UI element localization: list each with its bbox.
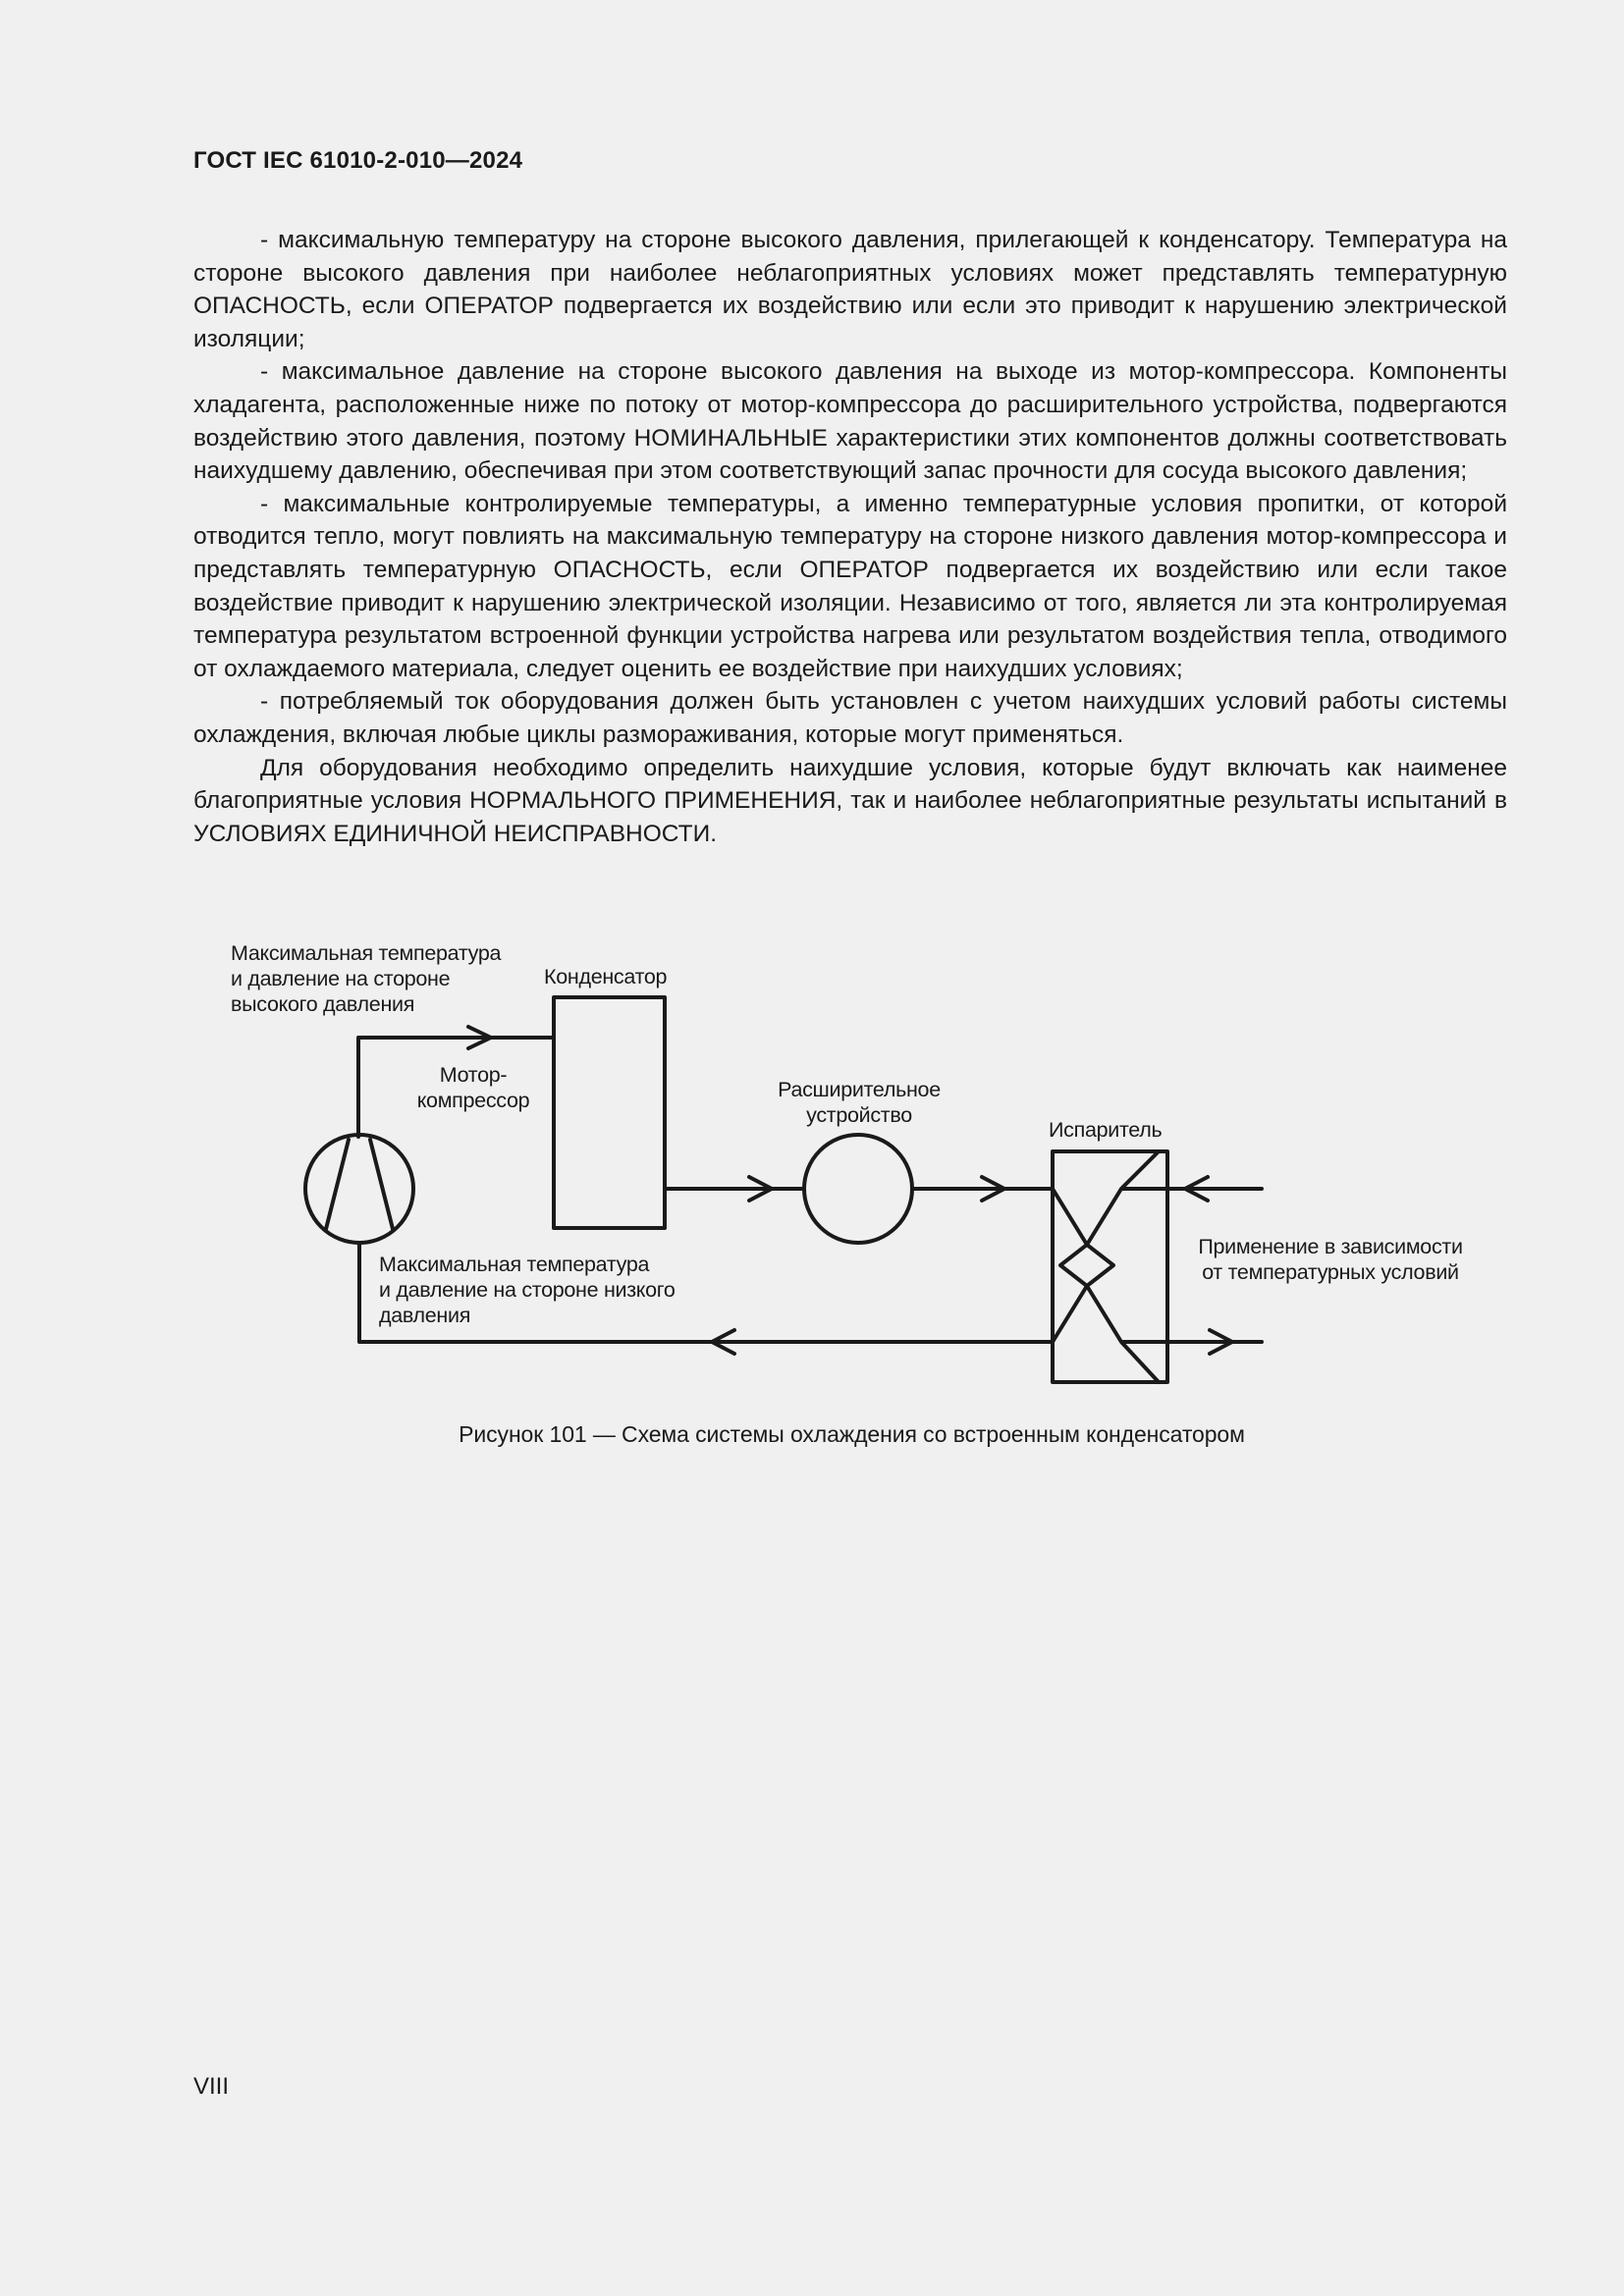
label-evaporator: Испаритель <box>1049 1118 1163 1142</box>
refrigeration-diagram <box>196 923 1512 1472</box>
label-high-side: Максимальная температура и давление на стороне высокого давления <box>231 941 502 1016</box>
label-condenser: Конденсатор <box>544 965 668 988</box>
body-text <box>193 224 1507 850</box>
compressor-inner-lines <box>326 1140 393 1229</box>
label-compressor: Мотор- компрессор <box>416 1063 530 1112</box>
paragraph-worst-case-conditions: Для оборудования необходимо определить наихудшие условия, которые будут включать как наименее благоприятные условия НОРМАЛЬНОГО ПРИМЕНЕНИЯ, так и наиболее неблагоприятные результаты испытаний в УСЛОВИЯХ ЕДИНИЧНОЙ НЕИСПРАВНОСТИ. <box>193 754 1507 847</box>
label-application: Применение в зависимости от температурных условий <box>1198 1235 1463 1284</box>
paragraph-high-side-pressure: - максимальное давление на стороне высокого давления на выходе из мотор-компрессора. Компоненты хладагента, расположенные ниже по потоку от мотор-компрессора до расширительного устройства, подвергаются воздействию этого давления, поэтому НОМИНАЛЬНЫЕ характеристики этих компонентов должны соответствовать наихудшему давлению, обеспечивая при этом соответствующий запас прочности для сосуда высокого давления; <box>193 358 1507 485</box>
paragraph-current-consumption: - потребляемый ток оборудования должен быть установлен с учетом наихудших условий работы системы охлаждения, включая любые циклы размораживания, которые могут применяться. <box>193 688 1507 748</box>
evaporator-exchanger-lines <box>1053 1151 1167 1382</box>
page-number: VIII <box>193 2073 230 2100</box>
figure-caption: Рисунок 101 — Схема системы охлаждения со встроенным конденсатором <box>459 1421 1245 1447</box>
expansion-device-symbol <box>804 1135 912 1243</box>
label-expansion-device: Расширительное устройство <box>778 1078 941 1127</box>
paragraph-high-side-temperature: - максимальную температуру на стороне высокого давления, прилегающей к конденсатору. Температура на стороне высокого давления при наиболее неблагоприятных условиях может представлять температурную ОПАСНОСТЬ, если ОПЕРАТОР подвергается их воздействию или если это приводит к нарушению электрической изоляции; <box>193 227 1507 352</box>
condenser-box <box>554 997 665 1228</box>
paragraph-controlled-temperatures: - максимальные контролируемые температуры, а именно температурные условия пропитки, от которой отводится тепло, могут повлиять на максимальную температуру на стороне низкого давления мотор-компрессора и представлять температурную ОПАСНОСТЬ, если ОПЕРАТОР подвергается их воздействию или если такое воздействие приводит к нарушению электрической изоляции. Независимо от того, является ли эта контролируемая температура результатом встроенной функции устройства нагрева или результатом воздействия тепла, отводимого от охлаждаемого материала, следует оценить ее воздействие при наихудших условиях; <box>193 490 1507 682</box>
label-low-side: Максимальная температура и давление на стороне низкого давления <box>379 1253 676 1327</box>
document-header: ГОСТ IEC 61010-2-010—2024 <box>193 147 523 174</box>
compressor-symbol <box>305 1135 413 1243</box>
